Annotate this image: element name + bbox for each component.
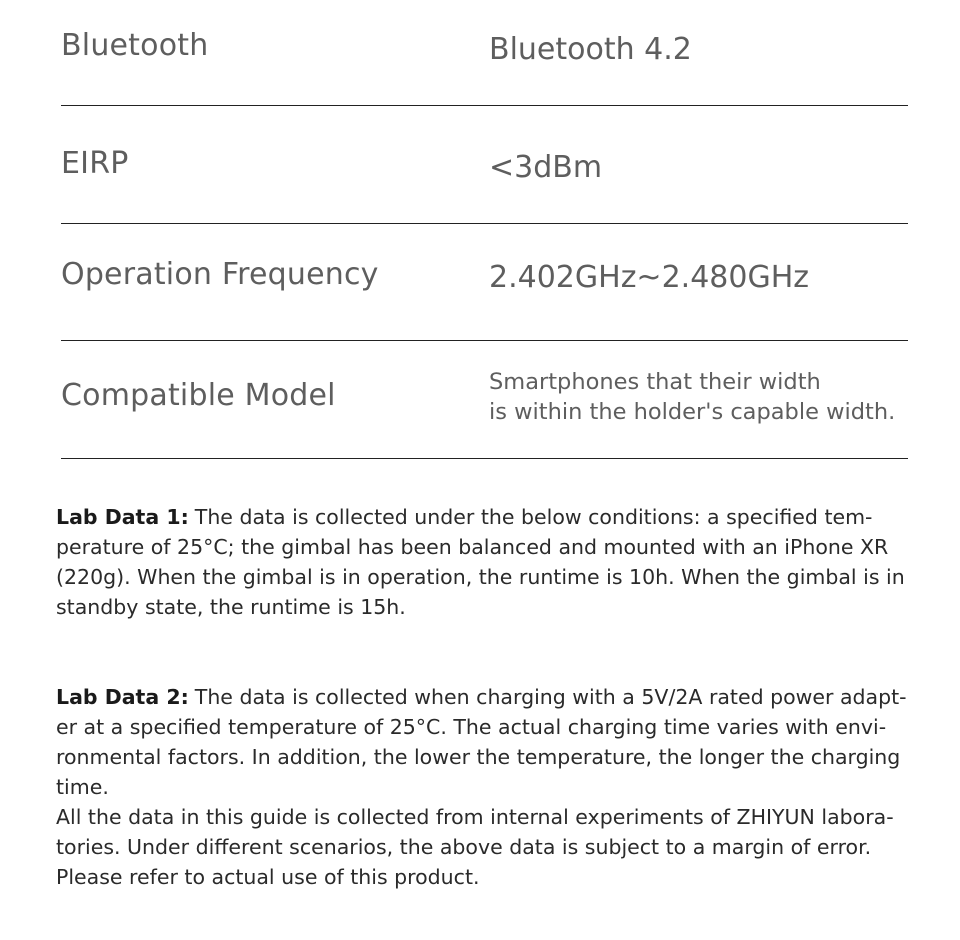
lab-data-1-note [56, 502, 924, 622]
spec-value [489, 367, 908, 427]
spec-value-line: Smartphones that their width [489, 369, 821, 395]
note-line [56, 682, 924, 712]
note-line: er at a specified temperature of 25°C. The actual charging time varies with envi- [56, 715, 887, 739]
row-divider [61, 340, 908, 341]
lab-data-2-title: Lab Data 2: [56, 685, 189, 709]
row-divider [61, 223, 908, 224]
spec-label: Compatible Model [61, 378, 336, 413]
row-divider [61, 105, 908, 106]
spec-value: 2.402GHz~2.480GHz [489, 260, 810, 295]
note-line: Please refer to actual use of this product. [56, 865, 480, 889]
lab-data-2-note [56, 682, 924, 892]
note-text: The data is collected when charging with a 5V/2A rated power adapt- [194, 685, 907, 709]
spec-value: <3dBm [489, 150, 603, 185]
spec-value: Bluetooth 4.2 [489, 32, 692, 67]
lab-data-1-title: Lab Data 1: [56, 505, 189, 529]
spec-value-line: is within the holder's capable width. [489, 399, 896, 425]
note-line: ronmental factors. In addition, the lower the temperature, the longer the charging [56, 745, 901, 769]
note-line [56, 502, 924, 532]
note-line: standby state, the runtime is 15h. [56, 595, 406, 619]
note-line: tories. Under different scenarios, the above data is subject to a margin of error. [56, 835, 872, 859]
note-line: All the data in this guide is collected from internal experiments of ZHIYUN labora- [56, 805, 894, 829]
note-text: The data is collected under the below conditions: a specified tem- [194, 505, 873, 529]
note-line: perature of 25°C; the gimbal has been balanced and mounted with an iPhone XR [56, 535, 889, 559]
spec-label: EIRP [61, 146, 129, 181]
note-line: time. [56, 775, 109, 799]
note-line: (220g). When the gimbal is in operation, the runtime is 10h. When the gimbal is in [56, 565, 905, 589]
spec-label: Bluetooth [61, 28, 209, 63]
row-divider [61, 458, 908, 459]
spec-label: Operation Frequency [61, 257, 379, 292]
